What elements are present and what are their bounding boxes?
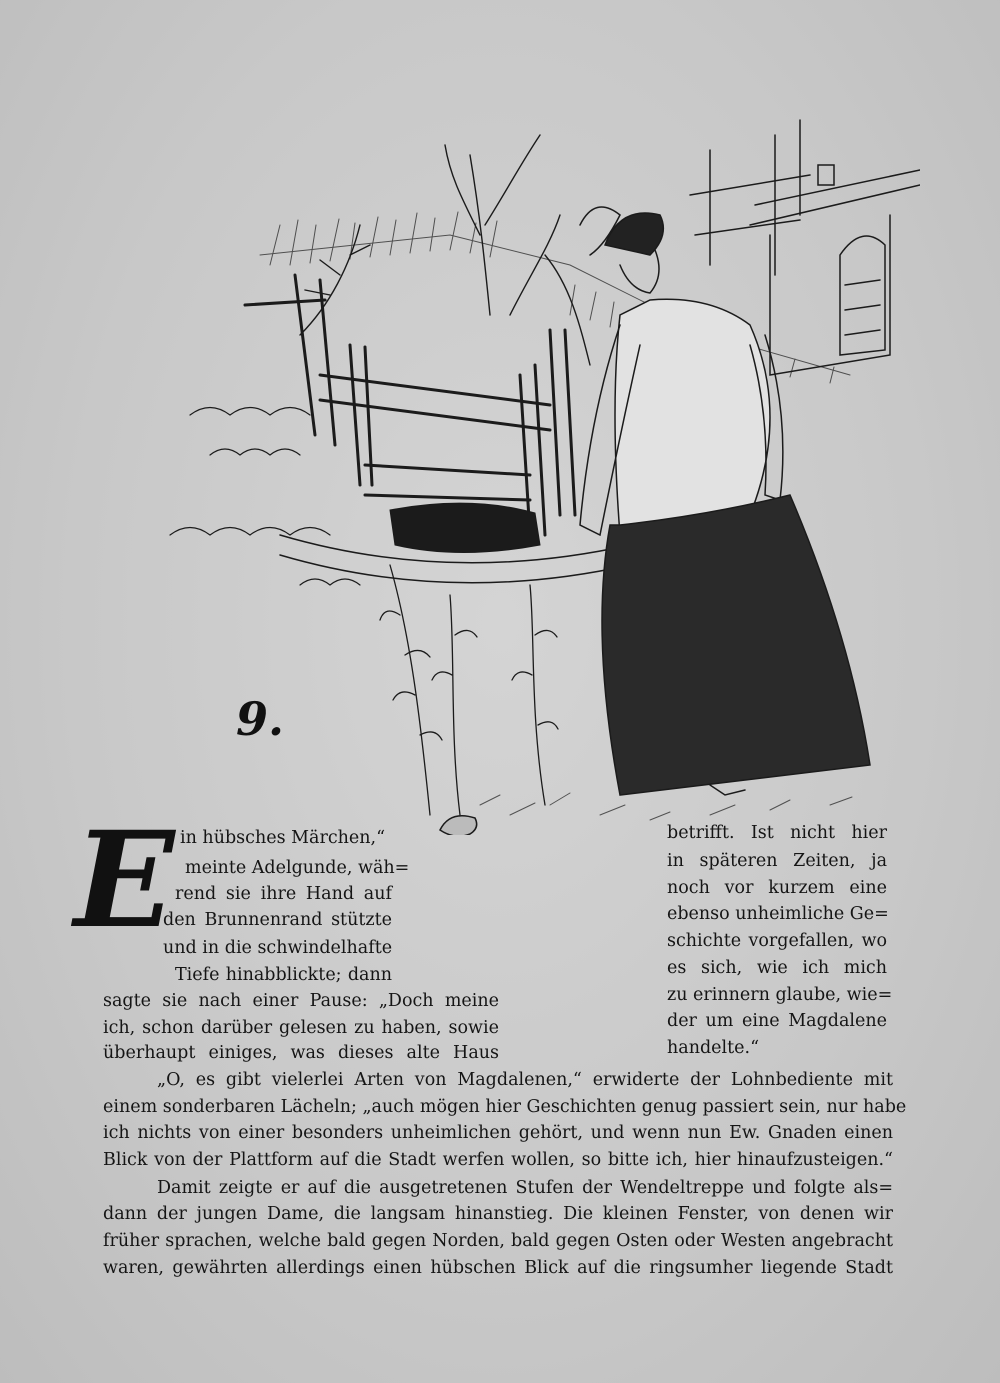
body-line: Damit zeigte er auf die ausgetretenen Stufen der Wendeltreppe und folgte als= bbox=[157, 1178, 893, 1198]
chapter-number: 9. bbox=[236, 692, 285, 746]
body-line: „O, es gibt vielerlei Arten von Magdalenen,“ erwiderte der Lohnbediente mit bbox=[157, 1070, 893, 1090]
body-line: ich nichts von einer besonders unheimlichen gehört, und wenn nun Ew. Gnaden einen bbox=[103, 1123, 893, 1143]
left-column-line: und in die schwindelhafte bbox=[163, 938, 393, 958]
right-column-line: ebenso unheimliche Ge= bbox=[667, 904, 889, 924]
right-column-line: zu erinnern glaube, wie= bbox=[667, 985, 893, 1005]
right-column-line: es sich, wie ich mich bbox=[667, 958, 887, 978]
right-column-line: betrifft. Ist nicht hier bbox=[667, 823, 887, 843]
right-column-line: schichte vorgefallen, wo bbox=[667, 931, 887, 951]
body-line: dann der jungen Dame, die langsam hinanstieg. Die kleinen Fenster, von denen wir bbox=[103, 1204, 893, 1224]
body-line: früher sprachen, welche bald gegen Norden, bald gegen Osten oder Westen angebracht bbox=[103, 1231, 893, 1251]
right-column-line: in späteren Zeiten, ja bbox=[667, 851, 887, 871]
left-wide-line: ich, schon darüber gelesen zu haben, sowie bbox=[103, 1018, 499, 1038]
right-column-line: handelte.“ bbox=[667, 1038, 760, 1058]
left-wide-line: sagte sie nach einer Pause: „Doch meine bbox=[103, 991, 499, 1011]
drop-cap: E bbox=[74, 803, 175, 958]
body-line: einem sonderbaren Lächeln; „auch mögen hier Geschichten genug passiert sein, nur habe bbox=[103, 1097, 907, 1117]
body-line: waren, gewährten allerdings einen hübschen Blick auf die ringsumher liegende Stadt bbox=[103, 1258, 893, 1278]
right-column-line: der um eine Magdalene bbox=[667, 1011, 887, 1031]
left-column-line: meinte Adelgunde, wäh= bbox=[185, 858, 410, 878]
left-column-line: den Brunnenrand stützte bbox=[163, 910, 392, 930]
right-column-line: noch vor kurzem eine bbox=[667, 878, 887, 898]
body-line: Blick von der Plattform auf die Stadt werfen wollen, so bitte ich, hier hinaufzusteigen.“ bbox=[103, 1150, 893, 1170]
left-wide-line: überhaupt einiges, was dieses alte Haus bbox=[103, 1043, 499, 1063]
left-column-line: rend sie ihre Hand auf bbox=[175, 884, 392, 904]
left-column-line: in hübsches Märchen,“ bbox=[180, 828, 386, 848]
left-column-line: Tiefe hinabblickte; dann bbox=[175, 965, 392, 985]
